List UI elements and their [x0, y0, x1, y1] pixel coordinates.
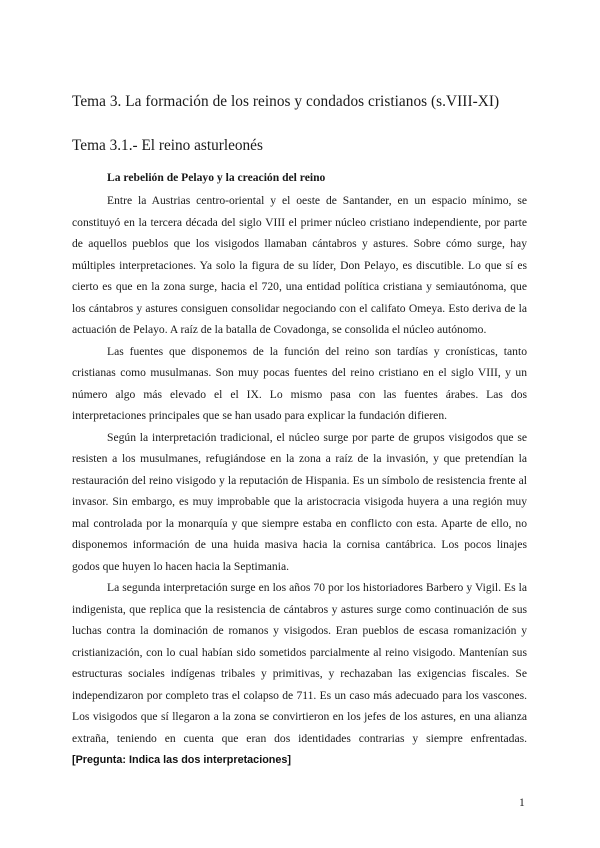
paragraph: Las fuentes que disponemos de la función del reino son tardías y cronísticas, tanto cristianas como musulmanas. Son muy pocas fuentes del reino cristiano en el siglo VIII, y un número algo más elevado el el IX. Lo mismo pasa con las fuentes árabes. Las dos interpretaciones principales que se han usado para explicar la fundación difieren. — [72, 344, 527, 422]
question-note: [Pregunta: Indica las dos interpretaciones] — [72, 754, 291, 766]
page-number: 1 — [519, 796, 525, 809]
document-title: Tema 3. La formación de los reinos y condados cristianos (s.VIII-XI) — [72, 93, 500, 110]
paragraph: Según la interpretación tradicional, el núcleo surge por parte de grupos visigodos que se resisten a los musulmanes, refugiándose en la zona a raíz de la invasión, y que pretendían la restauración del reino visigodo y la reputación de Hispania. Es un símbolo de resistencia frente al invasor. Sin embargo, es muy improbable que la aristocracia visigoda huyera a una región muy mal controlada por la monarquía y que siempre estaba en conflicto con esta. Aparte de ello, no disponemos información de una huida masiva hacia la cornisa cantábrica. Los pocos linajes godos que huyen lo hacen hacia la Septimania. — [72, 430, 527, 573]
document-subtitle: Tema 3.1.- El reino asturleonés — [72, 137, 263, 154]
section-heading: La rebelión de Pelayo y la creación del reino — [107, 171, 326, 184]
paragraph: Entre la Austrias centro-oriental y el oeste de Santander, en un espacio mínimo, se constituyó en la tercera década del siglo VIII el primer núcleo cristiano independiente, por parte de aquellos pueblos que los visigodos llamaban cántabros y astures. Sobre cómo surge, hay múltiples interpretaciones. Ya solo la figura de su líder, Don Pelayo, es discutible. Lo que sí es cierto es que en la zona surge, hacia el 720, una entidad política cristiana y semiautónoma, que los cántabros y astures consiguen consolidar negociando con el califato Omeya. Esto deriva de la actuación de Pelayo. A raíz de la batalla de Covadonga, se consolida el núcleo autónomo. — [72, 194, 527, 336]
paragraph-text: La segunda interpretación surge en los años 70 por los historiadores Barbero y Vigil. Es la indigenista, que replica que la resistencia de cántabros y astures surge como continuación de sus luchas contra la dominación de romanos y visigodos. Eran pueblos de escasa romanización y cristianización, con lo cual habían sido sometidos parcialmente al reino visigodo. Mantenían sus estructuras sociales indígenas tribales y primitivas, y rechazaban las exigencias fiscales. Se independizaron por completo tras el colapso de 711. Es un caso más adecuado para los vascones. Los visigodos que sí llegaron a la zona se convirtieron en los jefes de los astures, en una alianza extraña, teniendo en cuenta que eran dos identidades contrarias y siempre enfrentadas. — [72, 581, 527, 745]
document-body — [72, 190, 527, 772]
paragraph-last — [72, 577, 527, 772]
